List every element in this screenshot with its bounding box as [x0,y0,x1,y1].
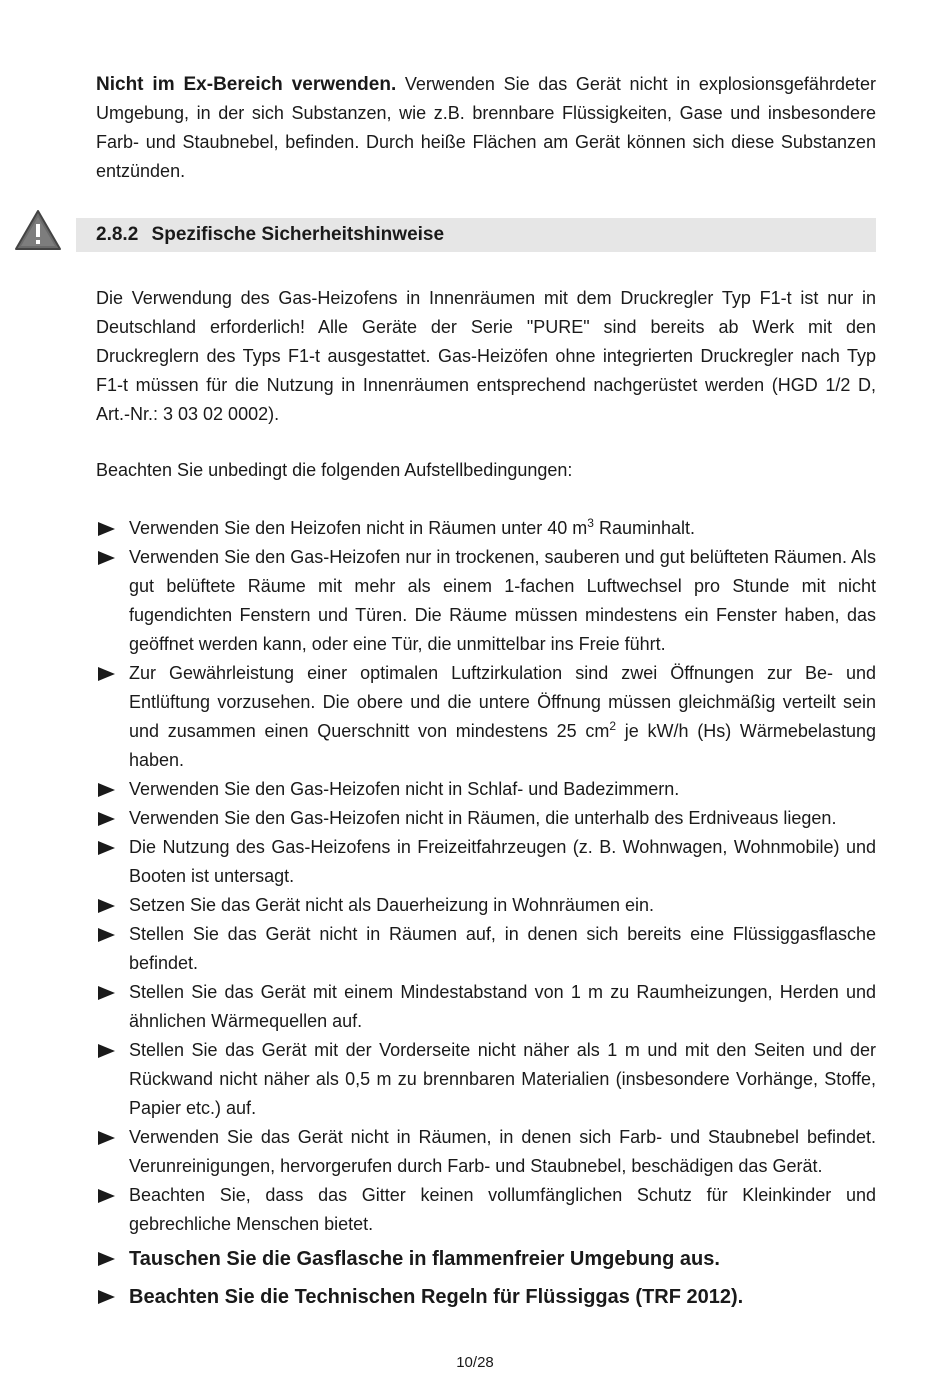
arrow-bullet-icon [98,812,115,826]
paragraph-pressure-regulator: Die Verwendung des Gas-Heizofens in Innenräumen mit dem Druckregler Typ F1-t ist nur in Deutschland erforderlich! Alle Geräte der Serie "PURE" sind bereits ab Werk mit den Druckreglern des Typs F1-t ausgestattet. Gas-Heizöfen ohne integrierten Druckregler nach Typ F1-t müssen für die Nutzung in Innenräumen entsprechend nachgerüstet werden (HGD 1/2 D, Art.-Nr.: 3 03 02 0002). [96,288,876,424]
list-item: Stellen Sie das Gerät mit der Vorderseite nicht näher als 1 m und mit den Seiten und der Rückwand nicht näher als 0,5 m zu brennbaren Materialien (insbesondere Vorhänge, Stoffe, Papier etc.) auf. [96,1036,876,1123]
arrow-bullet-icon [98,1290,115,1304]
list-item: Verwenden Sie das Gerät nicht in Räumen, in denen sich Farb- und Staubnebel befindet. Verunreinigungen, hervorgerufen durch Farb- und Staubnebel, beschädigen das Gerät. [96,1123,876,1181]
list-item: Setzen Sie das Gerät nicht als Dauerheizung in Wohnräumen ein. [96,891,876,920]
section-heading [96,218,444,252]
arrow-bullet-icon [98,841,115,855]
list-item: Die Nutzung des Gas-Heizofens in Freizeitfahrzeugen (z. B. Wohnwagen, Wohnmobile) und Booten ist untersagt. [96,833,876,891]
section-title: Spezifische Sicherheitshinweise [151,224,445,245]
page-number: 10/28 [456,1354,494,1371]
arrow-bullet-icon [98,986,115,1000]
installation-conditions-list [96,514,876,1315]
arrow-bullet-icon [98,899,115,913]
section-heading-bar [76,218,876,252]
intro-lead: Nicht im Ex-Bereich verwenden. [96,74,397,95]
arrow-bullet-icon [98,1189,115,1203]
arrow-bullet-icon [98,928,115,942]
list-item: Stellen Sie das Gerät mit einem Mindestabstand von 1 m zu Raumheizungen, Herden und ähnlichen Wärmequellen auf. [96,978,876,1036]
list-item: Verwenden Sie den Gas-Heizofen nicht in Schlaf- und Badezimmern. [96,775,876,804]
arrow-bullet-icon [98,1252,115,1266]
arrow-bullet-icon [98,783,115,797]
arrow-bullet-icon [98,1044,115,1058]
bold-list-item: Beachten Sie die Technischen Regeln für Flüssiggas (TRF 2012). [96,1279,876,1315]
section-number: 2.8.2 [96,224,139,245]
arrow-bullet-icon [98,1131,115,1145]
list-item: Verwenden Sie den Gas-Heizofen nur in trockenen, sauberen und gut belüfteten Räumen. Als gut belüftete Räume mit mehr als einem 1-fachen Luftwechsel pro Stunde mit nicht fugendichten Fenstern und Türen. Die Räume müssen mindestens ein Fenster haben, das geöffnet werden kann, oder eine Tür, die unmittelbar ins Freie führt. [96,543,876,659]
warning-triangle-icon [14,209,62,251]
list-item: Zur Gewährleistung einer optimalen Luftzirkulation sind zwei Öffnungen zur Be- und Entlüftung vorzusehen. Die obere und die untere Öffnung müssen gleichmäßig verteilt sein und zusammen einen Querschnitt von mindestens 25 $cm^2$ je kW/h (Hs) Wärmebelastung haben. [96,659,876,775]
paragraph-installation-intro: Beachten Sie unbedingt die folgenden Aufstellbedingungen: [96,460,573,480]
arrow-bullet-icon [98,667,115,681]
intro-paragraph [96,70,876,186]
list-item: Verwenden Sie den Heizofen nicht in Räumen unter 40 $m^3$ Rauminhalt. [96,514,876,543]
arrow-bullet-icon [98,522,115,536]
arrow-bullet-icon [98,551,115,565]
bold-list-item: Tauschen Sie die Gasflasche in flammenfreier Umgebung aus. [96,1241,876,1277]
list-item: Verwenden Sie den Gas-Heizofen nicht in Räumen, die unterhalb des Erdniveaus liegen. [96,804,876,833]
list-item: Stellen Sie das Gerät nicht in Räumen auf, in denen sich bereits eine Flüssiggasflasche befindet. [96,920,876,978]
list-item: Beachten Sie, dass das Gitter keinen vollumfänglichen Schutz für Kleinkinder und gebrechliche Menschen bietet. [96,1181,876,1239]
intro-text: Verwenden Sie das Gerät nicht in explosionsgefährdeter Umgebung, in der sich Substanzen, wie z.B. brennbare Flüssigkeiten, Gase und insbesondere Farb- und Staubnebel, befinden. Durch heiße Flächen am Gerät können sich diese Substanzen entzünden. [96,74,876,181]
